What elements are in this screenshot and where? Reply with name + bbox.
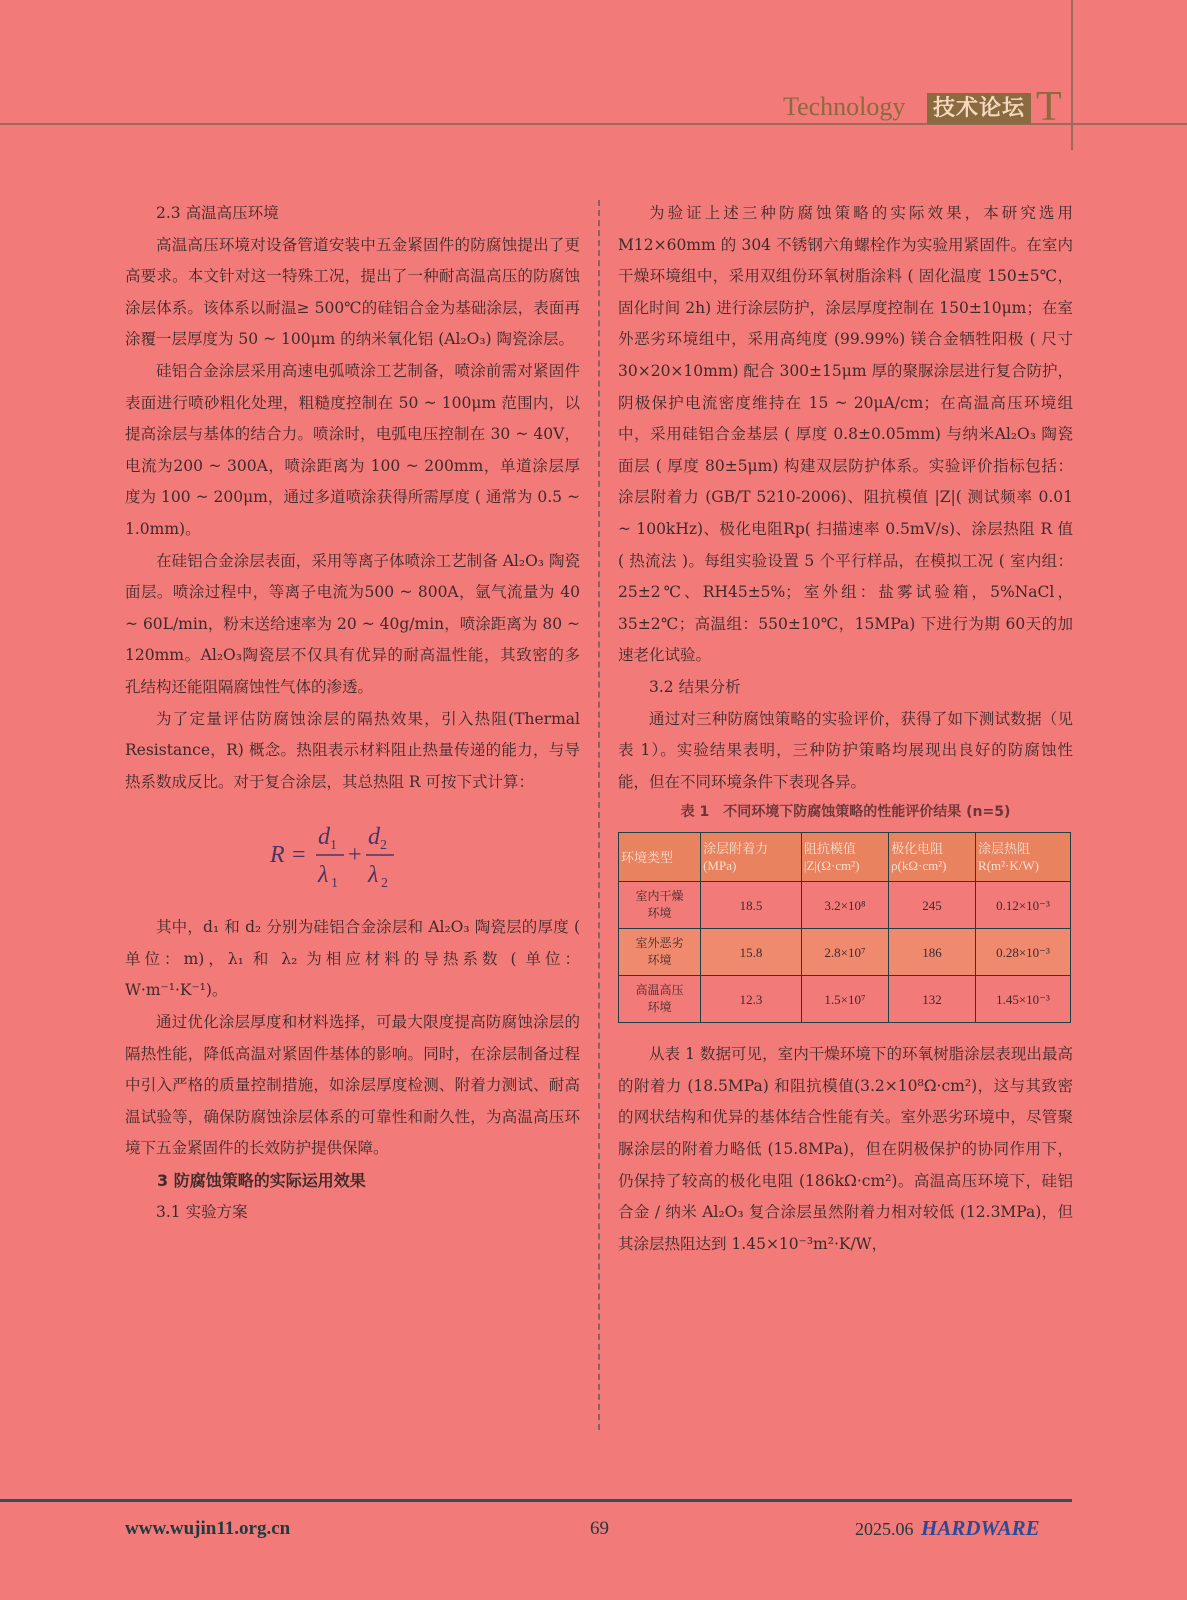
table-cell: 1.5×10⁷ xyxy=(801,976,888,1023)
section-letter: T xyxy=(1036,84,1062,130)
formula-d2-sub: 2 xyxy=(379,838,387,854)
table-header-cell: 涂层热阻 R(m²·K/W) xyxy=(976,833,1071,882)
table-header-cell: 涂层附着力 (MPa) xyxy=(701,833,802,882)
table-cell: 15.8 xyxy=(701,929,802,976)
heading-3-1: 3.1 实验方案 xyxy=(156,1202,248,1221)
formula-d2: d xyxy=(367,824,380,851)
formula-lhs: R xyxy=(269,842,285,869)
formula-l1-sub: 1 xyxy=(330,876,338,892)
section-title-cn: 技术论坛 xyxy=(927,93,1031,124)
table-header-cell: 极化电阻 ρ(kΩ·cm²) xyxy=(889,833,976,882)
table-row xyxy=(619,882,1071,929)
table-row xyxy=(619,976,1071,1023)
table-cell: 132 xyxy=(889,976,976,1023)
table-header-row xyxy=(619,833,1071,882)
thermal-resistance-formula xyxy=(125,814,580,898)
table-cell-env: 室内干燥 环境 xyxy=(619,882,701,929)
paragraph: 为了定量评估防腐蚀涂层的隔热效果，引入热阻(Thermal Resistance，R) 概念。热阻表示材料阻止热量传递的能力，与导热系数成反比。对于复合涂层，其总热阻 R 可按下式计算： xyxy=(125,709,580,791)
footer-url: www.wujin11.org.cn xyxy=(125,1518,291,1539)
results-table xyxy=(618,832,1071,1023)
formula-l2-sub: 2 xyxy=(380,876,388,892)
table-cell: 2.8×10⁷ xyxy=(801,929,888,976)
table-header-cell: 阻抗模值 |Z|(Ω·cm²) xyxy=(801,833,888,882)
journal-brand: HARDWARE xyxy=(921,1516,1040,1540)
formula-plus: + xyxy=(347,842,362,869)
paragraph: 通过对三种防腐蚀策略的实验评价，获得了如下测试数据（见表 1）。实验结果表明，三种防护策略均展现出良好的防腐蚀性能，但在不同环境条件下表现各异。 xyxy=(618,709,1073,791)
table-row xyxy=(619,929,1071,976)
formula-d1-sub: 1 xyxy=(329,838,337,854)
footer-rule xyxy=(0,1499,1072,1502)
table-cell: 18.5 xyxy=(701,882,802,929)
table-cell: 12.3 xyxy=(701,976,802,1023)
table-header-cell: 环境类型 xyxy=(619,833,701,882)
paragraph: 通过优化涂层厚度和材料选择，可最大限度提高防腐蚀涂层的隔热性能，降低高温对紧固件基体的影响。同时，在涂层制备过程中引入严格的质量控制措施，如涂层厚度检测、附着力测试、耐高温试验等，确保防腐蚀涂层体系的可靠性和耐久性，为高温高压环境下五金紧固件的长效防护提供保障。 xyxy=(125,1013,580,1158)
paragraph: 硅铝合金涂层采用高速电弧喷涂工艺制备，喷涂前需对紧固件表面进行喷砂粗化处理，粗糙度控制在 50 ~ 100μm 范围内，以提高涂层与基体的结合力。喷涂时，电弧电压控制在 30 ~ 40V，电流为200 ~ 300A，喷涂距离为 100 ~ 200mm，单道涂层厚度为 100 ~ 200μm，通过多道喷涂获得所需厚度 ( 通常为 0.5 ~ 1.0mm)。 xyxy=(125,361,580,538)
section-title-en: Technology xyxy=(783,92,906,121)
table-cell: 3.2×10⁸ xyxy=(801,882,888,929)
column-divider xyxy=(598,200,600,1430)
heading-3: 3 防腐蚀策略的实际运用效果 xyxy=(157,1171,366,1191)
heading-2-3: 2.3 高温高压环境 xyxy=(156,204,279,222)
formula-equals: = xyxy=(291,842,306,869)
paragraph: 在硅铝合金涂层表面，采用等离子体喷涂工艺制备 Al₂O₃ 陶瓷面层。喷涂过程中，等离子电流为500 ~ 800A，氩气流量为 40 ~ 60L/min，粉末送给速率为 20 ~ 40g/min，喷涂距离为 80 ~ 120mm。Al₂O₃陶瓷层不仅具有优异的耐高温性能，其致密的多孔结构还能阻隔腐蚀性气体的渗透。 xyxy=(125,551,580,696)
formula-l1: λ xyxy=(317,862,328,889)
formula-l2: λ xyxy=(367,862,378,889)
heading-3-2: 3.2 结果分析 xyxy=(649,677,741,696)
paragraph: 为验证上述三种防腐蚀策略的实际效果，本研究选用 M12×60mm 的 304 不锈钢六角螺栓作为实验用紧固件。在室内干燥环境组中，采用双组份环氧树脂涂料 ( 固化温度 150±5℃，固化时间 2h) 进行涂层防护，涂层厚度控制在 150±10μm；在室外恶劣环境组中，采用高纯度 (99.99%) 镁合金牺牲阳极 ( 尺寸 30×20×10mm) 配合 300±15μm 厚的聚脲涂层进行复合防护，阴极保护电流密度维持在 15 ~ 20μA/cm；在高温高压环境组中，采用硅铝合金基层 ( 厚度 0.8±0.05mm) 与纳米Al₂O₃ 陶瓷面层 ( 厚度 80±5μm) 构建双层防护体系。实验评价指标包括：涂层附着力 (GB/T 5210-2006)、阻抗模值 |Z|( 测试频率 0.01 ~ 100kHz)、极化电阻Rp( 扫描速率 0.5mV/s)、涂层热阻 R 值 ( 热流法 )。每组实验设置 5 个平行样品，在模拟工况 ( 室内组：25±2℃、RH45±5%；室外组：盐雾试验箱，5%NaCl，35±2℃；高温组：550±10℃，15MPa) 下进行为期 60天的加速老化试验。 xyxy=(618,204,1073,665)
formula-d1: d xyxy=(317,824,330,851)
table-cell: 1.45×10⁻³ xyxy=(976,976,1071,1023)
right-column xyxy=(618,198,1073,1260)
paragraph: 其中，d₁ 和 d₂ 分别为硅铝合金涂层和 Al₂O₃ 陶瓷层的厚度 ( 单位：m)，λ₁ 和 λ₂ 为相应材料的导热系数 ( 单位：W·m⁻¹·K⁻¹)。 xyxy=(125,918,580,1000)
table-cell: 0.28×10⁻³ xyxy=(976,929,1071,976)
paragraph: 从表 1 数据可见，室内干燥环境下的环氧树脂涂层表现出最高的附着力 (18.5MPa) 和阻抗模值(3.2×10⁸Ω·cm²)，这与其致密的网状结构和优异的基体结合性能有关。室外恶劣环境中，尽管聚脲涂层的附着力略低 (15.8MPa)，但在阴极保护的协同作用下，仍保持了较高的极化电阻 (186kΩ·cm²)。高温高压环境下，硅铝合金 / 纳米 Al₂O₃ 复合涂层虽然附着力相对较低 (12.3MPa)，但其涂层热阻达到 1.45×10⁻³m²·K/W， xyxy=(618,1045,1073,1253)
table-cell: 0.12×10⁻³ xyxy=(976,882,1071,929)
table-cell: 186 xyxy=(889,929,976,976)
table-caption: 表 1 不同环境下防腐蚀策略的性能评价结果 (n=5) xyxy=(680,804,1011,821)
table-cell: 245 xyxy=(889,882,976,929)
page-number: 69 xyxy=(590,1518,609,1539)
issue-date: 2025.06 xyxy=(855,1519,914,1539)
left-column xyxy=(125,198,580,1228)
header-vertical-rule xyxy=(1071,0,1073,150)
paragraph: 高温高压环境对设备管道安装中五金紧固件的防腐蚀提出了更高要求。本文针对这一特殊工况，提出了一种耐高温高压的防腐蚀涂层体系。该体系以耐温≥ 500℃的硅铝合金为基础涂层，表面再涂覆一层厚度为 50 ~ 100μm 的纳米氧化铝 (Al₂O₃) 陶瓷涂层。 xyxy=(125,235,580,349)
table-cell-env: 高温高压 环境 xyxy=(619,976,701,1023)
table-cell-env: 室外恶劣 环境 xyxy=(619,929,701,976)
